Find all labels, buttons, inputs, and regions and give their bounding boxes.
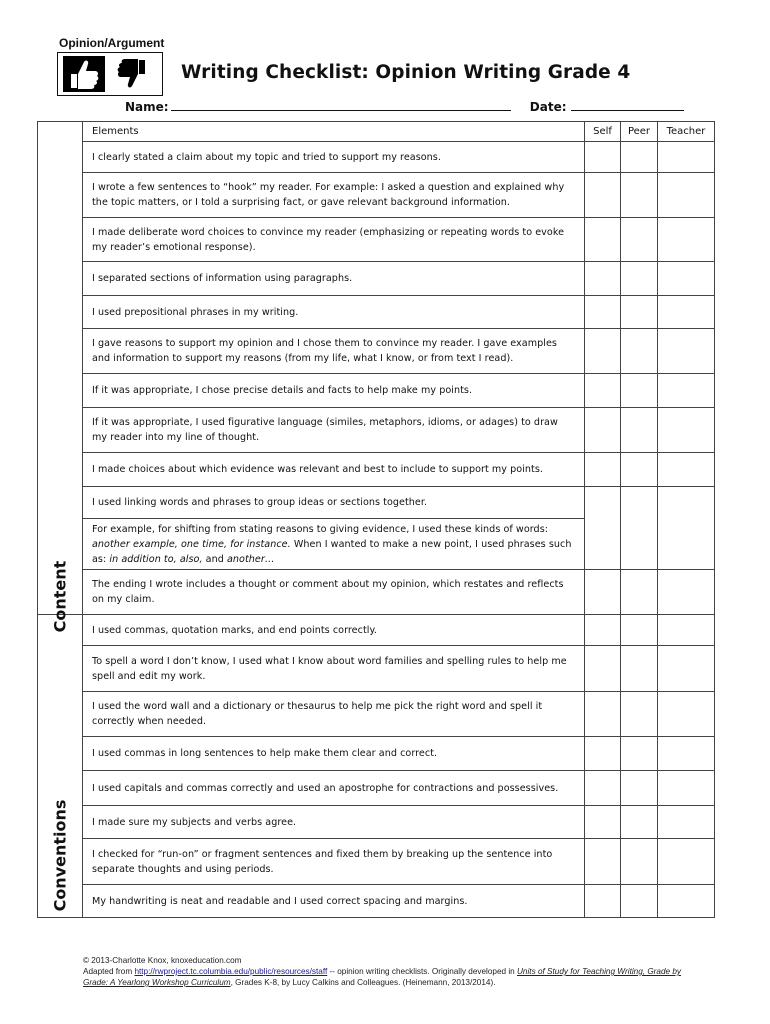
self-checkbox[interactable]	[585, 646, 621, 692]
footer-credits	[83, 955, 683, 988]
adaptation-note: Adapted from http://rwproject.tc.columbia.edu/public/resources/staff -- opinion writing checklists. Originally developed in Units of Study for Teaching Writing, Grade by Grade: A Yearlong Workshop Curriculum, Grades K-8, by Lucy Calkins and Colleagues. (Heinemann, 2013/2014).	[83, 967, 681, 987]
teacher-checkbox[interactable]	[658, 570, 715, 615]
self-checkbox[interactable]	[585, 570, 621, 615]
self-header: Self	[585, 122, 621, 142]
self-checkbox[interactable]	[585, 692, 621, 737]
checklist-item: If it was appropriate, I chose precise details and facts to help make my points.	[83, 374, 585, 408]
teacher-checkbox[interactable]	[658, 408, 715, 453]
book-title: Units of Study for Teaching Writing, Grade by Grade: A Yearlong Workshop Curriculum	[83, 967, 681, 987]
self-checkbox[interactable]	[585, 737, 621, 771]
thumbs-up-down-icon	[57, 52, 163, 96]
self-checkbox[interactable]	[585, 329, 621, 374]
peer-checkbox[interactable]	[621, 262, 658, 296]
content-section-label: Content	[38, 122, 83, 615]
self-checkbox[interactable]	[585, 487, 621, 570]
checklist-item: I used prepositional phrases in my writing.	[83, 296, 585, 329]
teacher-checkbox[interactable]	[658, 646, 715, 692]
teacher-checkbox[interactable]	[658, 885, 715, 918]
checklist-item: I made choices about which evidence was relevant and best to include to support my points.	[83, 453, 585, 487]
self-checkbox[interactable]	[585, 296, 621, 329]
checklist-item: I separated sections of information using paragraphs.	[83, 262, 585, 296]
self-checkbox[interactable]	[585, 408, 621, 453]
checklist-item: I used capitals and commas correctly and used an apostrophe for contractions and possessives.	[83, 771, 585, 806]
checklist-item: I made deliberate word choices to convince my reader (emphasizing or repeating words to evoke my reader’s emotional response).	[83, 218, 585, 262]
teacher-checkbox[interactable]	[658, 374, 715, 408]
teacher-checkbox[interactable]	[658, 692, 715, 737]
peer-checkbox[interactable]	[621, 646, 658, 692]
page-title: Writing Checklist: Opinion Writing Grade 4	[181, 62, 631, 83]
teacher-checkbox[interactable]	[658, 142, 715, 173]
peer-checkbox[interactable]	[621, 885, 658, 918]
checklist-item: I checked for “run-on” or fragment sentences and fixed them by breaking up the sentence into separate thoughts and using periods.	[83, 839, 585, 885]
peer-checkbox[interactable]	[621, 839, 658, 885]
source-link[interactable]: http://rwproject.tc.columbia.edu/public/resources/staff	[134, 967, 328, 976]
elements-header: Elements	[83, 122, 585, 142]
peer-checkbox[interactable]	[621, 218, 658, 262]
self-checkbox[interactable]	[585, 771, 621, 806]
peer-checkbox[interactable]	[621, 142, 658, 173]
self-checkbox[interactable]	[585, 453, 621, 487]
self-checkbox[interactable]	[585, 615, 621, 646]
self-checkbox[interactable]	[585, 218, 621, 262]
peer-checkbox[interactable]	[621, 570, 658, 615]
checklist-item: To spell a word I don’t know, I used what I know about word families and spelling rules to help me spell and edit my work.	[83, 646, 585, 692]
checklist-item: I used the word wall and a dictionary or thesaurus to help me pick the right word and spell it correctly when needed.	[83, 692, 585, 737]
peer-checkbox[interactable]	[621, 806, 658, 839]
peer-checkbox[interactable]	[621, 615, 658, 646]
checklist-item: I used linking words and phrases to group ideas or sections together.	[83, 487, 585, 519]
peer-checkbox[interactable]	[621, 771, 658, 806]
checklist-item: I used commas in long sentences to help make them clear and correct.	[83, 737, 585, 771]
teacher-checkbox[interactable]	[658, 296, 715, 329]
peer-checkbox[interactable]	[621, 173, 658, 218]
teacher-checkbox[interactable]	[658, 329, 715, 374]
name-field[interactable]	[171, 99, 511, 111]
checklist-item: I made sure my subjects and verbs agree.	[83, 806, 585, 839]
teacher-checkbox[interactable]	[658, 806, 715, 839]
checklist-item: I gave reasons to support my opinion and I chose them to convince my reader. I gave examples and information to support my reasons (from my life, what I know, or from text I read).	[83, 329, 585, 374]
checklist-item: I clearly stated a claim about my topic and tried to support my reasons.	[83, 142, 585, 173]
self-checkbox[interactable]	[585, 839, 621, 885]
teacher-checkbox[interactable]	[658, 771, 715, 806]
peer-checkbox[interactable]	[621, 329, 658, 374]
teacher-header: Teacher	[658, 122, 715, 142]
checklist-item: The ending I wrote includes a thought or comment about my opinion, which restates and reflects on my claim.	[83, 570, 585, 615]
date-label: Date:	[529, 100, 567, 114]
copyright-line: © 2013-Charlotte Knox, knoxeducation.com	[83, 956, 242, 965]
self-checkbox[interactable]	[585, 142, 621, 173]
teacher-checkbox[interactable]	[658, 173, 715, 218]
opinion-argument-logo	[57, 36, 163, 98]
teacher-checkbox[interactable]	[658, 839, 715, 885]
checklist-item: If it was appropriate, I used figurative language (similes, metaphors, idioms, or adages) to draw my reader into my line of thought.	[83, 408, 585, 453]
self-checkbox[interactable]	[585, 806, 621, 839]
conventions-section-label: Conventions	[38, 615, 83, 918]
peer-checkbox[interactable]	[621, 296, 658, 329]
peer-checkbox[interactable]	[621, 692, 658, 737]
self-checkbox[interactable]	[585, 374, 621, 408]
name-date-line	[125, 99, 684, 114]
date-field[interactable]	[571, 99, 684, 111]
peer-checkbox[interactable]	[621, 487, 658, 570]
self-checkbox[interactable]	[585, 262, 621, 296]
self-checkbox[interactable]	[585, 173, 621, 218]
teacher-checkbox[interactable]	[658, 218, 715, 262]
checklist-item: My handwriting is neat and readable and I used correct spacing and margins.	[83, 885, 585, 918]
teacher-checkbox[interactable]	[658, 262, 715, 296]
peer-checkbox[interactable]	[621, 408, 658, 453]
teacher-checkbox[interactable]	[658, 737, 715, 771]
category-label: Opinion/Argument	[59, 36, 165, 50]
checklist-table	[37, 121, 715, 918]
checklist-item: I used commas, quotation marks, and end points correctly.	[83, 615, 585, 646]
peer-header: Peer	[621, 122, 658, 142]
name-label: Name:	[125, 100, 169, 114]
peer-checkbox[interactable]	[621, 453, 658, 487]
teacher-checkbox[interactable]	[658, 615, 715, 646]
teacher-checkbox[interactable]	[658, 453, 715, 487]
peer-checkbox[interactable]	[621, 374, 658, 408]
peer-checkbox[interactable]	[621, 737, 658, 771]
linking-words-example: For example, for shifting from stating reasons to giving evidence, I used these kinds of words: another example, one time, for instance. When I wanted to make a new point, I used phrases such as: in addition to, also, and another…	[83, 519, 585, 570]
self-checkbox[interactable]	[585, 885, 621, 918]
teacher-checkbox[interactable]	[658, 487, 715, 570]
checklist-item: I wrote a few sentences to “hook” my reader. For example: I asked a question and explained why the topic matters, or I told a surprising fact, or gave relevant background information.	[83, 173, 585, 218]
